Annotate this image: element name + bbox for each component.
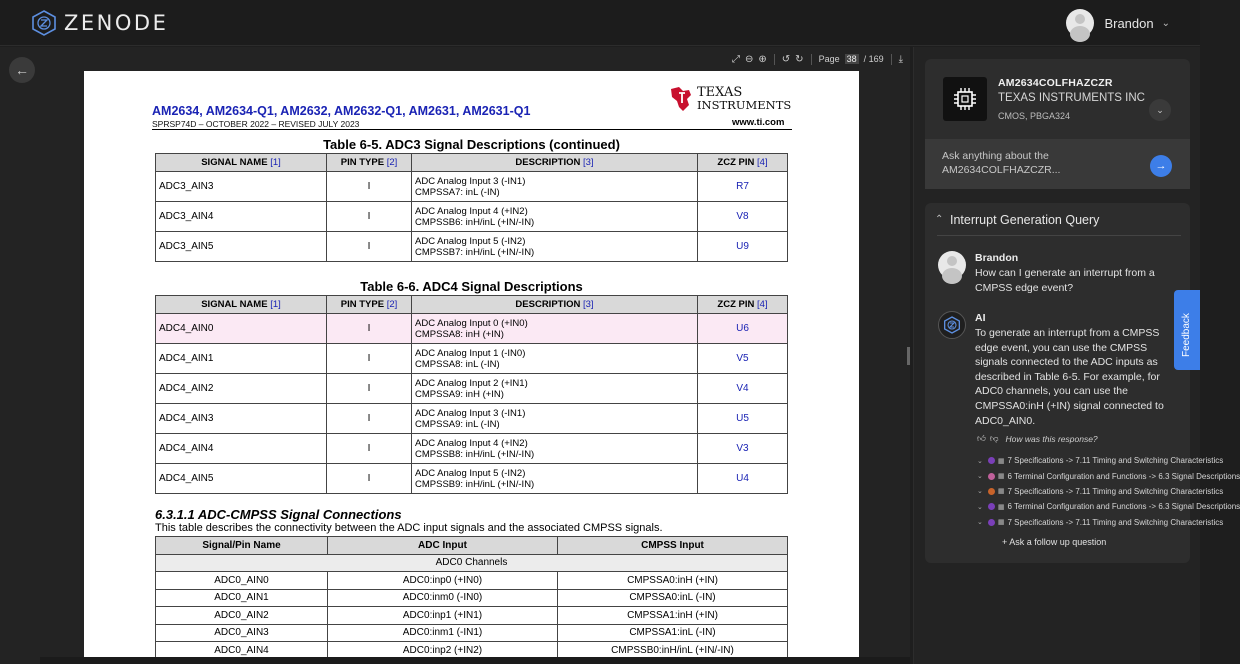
zenode-logo-icon [32, 10, 56, 36]
source-item[interactable] [977, 484, 1224, 499]
part-manufacturer: TEXAS INSTRUMENTS INC [998, 92, 1145, 104]
thumbs-down-icon[interactable]: 👎︎ [989, 433, 999, 443]
undo-icon[interactable]: ↺ [781, 53, 791, 65]
pin-type: I [327, 172, 412, 202]
column-header [156, 296, 327, 314]
back-button[interactable] [9, 57, 35, 83]
send-button[interactable] [1150, 155, 1172, 177]
download-icon[interactable]: ⤓ [898, 53, 904, 65]
document-icon: ▦ [997, 473, 1005, 481]
pin-type: I [327, 314, 412, 344]
table-row [156, 572, 788, 590]
description-line: ADC Analog Input 4 (+IN2) [415, 437, 528, 449]
pdf-toolbar [732, 51, 903, 67]
page-label: Page [818, 54, 840, 64]
signal-name: ADC3_AIN5 [156, 232, 327, 262]
page-number-input[interactable]: 38 [846, 54, 857, 64]
user-message: How can I generate an interrupt from a CMPSS edge event? [975, 267, 1155, 294]
column-header-label: PIN TYPE [340, 157, 385, 168]
pin-type: I [327, 434, 412, 464]
description-line: CMPSSB6: inH/inL (+IN/-IN) [415, 216, 535, 228]
ti-url: www.ti.com [732, 117, 785, 128]
column-header-label: SIGNAL NAME [201, 157, 268, 168]
top-bar [0, 0, 1200, 46]
user-avatar [1066, 9, 1094, 37]
description [412, 202, 698, 232]
source-item[interactable] [977, 499, 1240, 514]
source-item[interactable] [977, 453, 1224, 468]
source-color-dot [988, 519, 995, 526]
page-total: / 169 [863, 54, 884, 64]
cmpss-input: CMPSSB0:inH/inL (+IN/-IN) [558, 642, 788, 660]
signal-name: ADC4_AIN0 [156, 314, 327, 344]
column-header [156, 154, 327, 172]
ask-input[interactable]: Ask anything about the AM2634COLFHAZCZR... [942, 150, 1061, 176]
toolbar-divider [811, 54, 812, 65]
column-header-label: SIGNAL NAME [201, 299, 268, 310]
column-header: Signal/Pin Name [156, 537, 328, 555]
description-line: CMPSSB7: inH/inL (+IN/-IN) [415, 246, 535, 258]
part-package: CMOS, PBGA324 [998, 111, 1071, 121]
expand-icon[interactable]: ⤢ [732, 53, 740, 65]
cmpss-input: CMPSSA1:inL (-IN) [558, 624, 788, 642]
column-ref-link[interactable]: [4] [757, 157, 768, 168]
column-header [412, 296, 698, 314]
part-number: AM2634COLFHAZCZR [998, 77, 1113, 89]
user-avatar [938, 251, 966, 279]
feedback-prompt: How was this response? [1005, 433, 1098, 444]
table-row [156, 232, 788, 262]
signal-name: ADC4_AIN2 [156, 374, 327, 404]
signal-name: ADC0_AIN4 [156, 642, 328, 660]
ti-brand-name [697, 87, 791, 111]
cmpss-input: CMPSSA0:inH (+IN) [558, 572, 788, 590]
table-group-row [156, 554, 788, 572]
adc-input: ADC0:inm1 (-IN1) [328, 624, 558, 642]
source-item[interactable] [977, 515, 1224, 530]
adc-input: ADC0:inp0 (+IN0) [328, 572, 558, 590]
message-author: AI [975, 312, 986, 324]
chevron-down-icon: ⌄ [977, 457, 983, 465]
source-label: 7 Specifications -> 7.11 Timing and Switching Characteristics [1007, 517, 1224, 527]
description-line: CMPSSA9: inH (+IN) [415, 388, 504, 400]
source-label: 6 Terminal Configuration and Functions -> 6.3 Signal Descriptions [1007, 471, 1240, 481]
signal-name: ADC0_AIN3 [156, 624, 328, 642]
cmpss-input: CMPSSA1:inH (+IN) [558, 607, 788, 625]
description-line: CMPSSA8: inL (-IN) [415, 358, 500, 370]
signal-name: ADC0_AIN2 [156, 607, 328, 625]
toolbar-divider [774, 54, 775, 65]
table-row [156, 624, 788, 642]
signal-name: ADC4_AIN5 [156, 464, 327, 494]
adc-cmpss-connection-table [155, 536, 788, 660]
toolbar-divider [891, 54, 892, 65]
description [412, 314, 698, 344]
column-header [327, 154, 412, 172]
column-header [412, 154, 698, 172]
zcz-pin-link[interactable]: U5 [698, 404, 788, 434]
source-label: 7 Specifications -> 7.11 Timing and Switching Characteristics [1007, 486, 1224, 496]
zcz-pin-link[interactable]: U6 [698, 314, 788, 344]
description [412, 434, 698, 464]
zenode-logo-icon [944, 316, 960, 334]
adc-input: ADC0:inm0 (-IN0) [328, 589, 558, 607]
table-row [156, 172, 788, 202]
ti-brand-line-2: INSTRUMENTS [697, 98, 792, 112]
table-row [156, 404, 788, 434]
description-line: ADC Analog Input 4 (+IN2) [415, 205, 528, 217]
adc-input: ADC0:inp1 (+IN1) [328, 607, 558, 625]
column-header [698, 296, 788, 314]
cmpss-input: CMPSSA0:inL (-IN) [558, 589, 788, 607]
table-caption: Table 6-6. ADC4 Signal Descriptions [360, 279, 583, 294]
description-line: ADC Analog Input 3 (-IN1) [415, 407, 526, 419]
adc4-signal-table [155, 295, 788, 494]
description [412, 344, 698, 374]
section-heading: 6.3.1.1 ADC-CMPSS Signal Connections [155, 507, 402, 522]
table-row [156, 464, 788, 494]
column-ref-link[interactable]: [4] [757, 299, 768, 310]
app-name: ZENODE [64, 10, 169, 35]
user-name: Brandon [1104, 15, 1154, 31]
panel-resize-handle[interactable] [907, 347, 910, 365]
source-color-dot [988, 473, 995, 480]
signal-name: ADC0_AIN1 [156, 589, 328, 607]
horizontal-scrollbar[interactable] [40, 657, 910, 664]
column-ref-link[interactable]: [3] [583, 157, 594, 168]
document-icon: ▦ [997, 457, 1005, 465]
chat-thread [925, 203, 1240, 563]
description [412, 404, 698, 434]
group-label: ADC0 Channels [156, 554, 788, 572]
table-row [156, 607, 788, 625]
adc-input: ADC0:inp2 (+IN2) [328, 642, 558, 660]
column-header-label: PIN TYPE [340, 299, 385, 310]
section-text: This table describes the connectivity between the ADC input signals and the associated CMPSS signals. [155, 522, 663, 534]
user-menu[interactable] [1066, 9, 1170, 37]
pin-type: I [327, 232, 412, 262]
column-ref-link[interactable]: [1] [270, 157, 281, 168]
message-author: Brandon [975, 252, 1019, 264]
chevron-down-icon: ⌄ [977, 503, 983, 511]
description-line: ADC Analog Input 0 (+IN0) [415, 317, 528, 329]
description-line: ADC Analog Input 5 (-IN2) [415, 467, 526, 479]
pdf-viewer [0, 47, 910, 664]
adc3-signal-table [155, 153, 788, 262]
column-ref-link[interactable]: [2] [386, 299, 398, 310]
table-row-highlighted [156, 314, 788, 344]
description-line: ADC Analog Input 5 (-IN2) [415, 235, 526, 247]
chevron-down-icon: ⌄ [1156, 104, 1164, 115]
ask-box [925, 139, 1190, 189]
chat-title[interactable]: Interrupt Generation Query [950, 213, 1100, 227]
column-header-label: ZCZ PIN [717, 157, 755, 168]
pin-type: I [327, 374, 412, 404]
zoom-out-icon[interactable]: ⊖ [745, 53, 754, 65]
source-color-dot [988, 488, 995, 495]
column-header [698, 154, 788, 172]
chip-icon-svg [951, 85, 979, 113]
chevron-up-icon[interactable]: ⌃ [935, 214, 944, 225]
column-ref-link[interactable]: [1] [270, 299, 281, 310]
source-label: 6 Terminal Configuration and Functions -> 6.3 Signal Descriptions [1007, 502, 1240, 512]
chevron-down-icon: ⌄ [977, 488, 983, 496]
table-row [156, 434, 788, 464]
column-header: CMPSS Input [558, 537, 788, 555]
table-row [156, 202, 788, 232]
assistant-panel [913, 47, 1240, 664]
divider [937, 235, 1181, 236]
description [412, 464, 698, 494]
ai-avatar [938, 311, 966, 339]
source-color-dot [988, 457, 995, 464]
arrow-right-icon: → [1155, 160, 1167, 172]
header-rule [152, 129, 792, 130]
feedback-tab[interactable] [1174, 290, 1200, 370]
zcz-pin-link[interactable]: V8 [698, 202, 788, 232]
signal-name: ADC3_AIN4 [156, 202, 327, 232]
source-color-dot [988, 503, 995, 510]
description [412, 172, 698, 202]
zcz-pin-link[interactable]: U9 [698, 232, 788, 262]
doc-subheader: SPRSP74D – OCTOBER 2022 – REVISED JULY 2023 [152, 119, 360, 129]
zoom-in-icon[interactable]: ⊕ [758, 53, 767, 65]
redo-icon[interactable]: ↻ [795, 53, 804, 65]
feedback-tab-label: Feedback [1181, 313, 1192, 357]
description-line: ADC Analog Input 1 (-IN0) [415, 347, 526, 359]
pin-type: I [327, 344, 412, 374]
chevron-down-icon: ⌄ [977, 519, 983, 527]
follow-up-button[interactable]: + Ask a follow up question [1002, 537, 1107, 547]
description-line: ADC Analog Input 2 (+IN1) [415, 377, 528, 389]
description-line: CMPSSA8: inH (+IN) [415, 328, 504, 340]
description-line: CMPSSA7: inL (-IN) [415, 186, 500, 198]
signal-name: ADC4_AIN3 [156, 404, 327, 434]
pin-type: I [327, 404, 412, 434]
table-row [156, 374, 788, 404]
zcz-pin-link[interactable]: R7 [698, 172, 788, 202]
pin-type: I [327, 464, 412, 494]
zcz-pin-link[interactable]: V3 [698, 434, 788, 464]
description [412, 374, 698, 404]
ai-message: To generate an interrupt from a CMPSS edge event, you can use the CMPSS signals connected to the ADC inputs as described in Table 6-5. For example, for ADC0 channels, you can use the CMPSSA0:inH (+IN) signal connected to ADC0_AIN0. [975, 327, 1164, 427]
column-header-label: ZCZ PIN [717, 299, 755, 310]
document-icon: ▦ [997, 503, 1005, 511]
part-card [925, 59, 1190, 189]
column-header-label: DESCRIPTION [515, 299, 581, 310]
column-header-label: DESCRIPTION [515, 157, 581, 168]
part-expand-button[interactable] [1149, 99, 1171, 121]
chevron-down-icon: ⌄ [1161, 17, 1170, 29]
zenode-logo[interactable] [32, 10, 168, 36]
source-label: 7 Specifications -> 7.11 Timing and Switching Characteristics [1007, 456, 1224, 466]
chevron-down-icon: ⌄ [977, 473, 983, 481]
doc-header: AM2634, AM2634-Q1, AM2632, AM2632-Q1, AM2631, AM2631-Q1 [152, 104, 531, 118]
description-line: CMPSSB8: inH/inL (+IN/-IN) [415, 448, 535, 460]
column-ref-link[interactable]: [3] [583, 299, 594, 310]
zcz-pin-link[interactable]: U4 [698, 464, 788, 494]
thumbs-up-icon[interactable]: 👍︎ [977, 433, 986, 443]
chip-icon [943, 77, 987, 121]
description-line: ADC Analog Input 3 (-IN1) [415, 175, 526, 187]
document-icon: ▦ [997, 488, 1005, 496]
signal-name: ADC4_AIN4 [156, 434, 327, 464]
column-ref-link[interactable]: [2] [386, 157, 398, 168]
table-row [156, 344, 788, 374]
document-icon: ▦ [997, 519, 1005, 527]
column-header [327, 296, 412, 314]
source-list [977, 453, 1240, 530]
pin-type: I [327, 202, 412, 232]
table-row [156, 589, 788, 607]
signal-name: ADC0_AIN0 [156, 572, 328, 590]
pdf-page [84, 71, 859, 664]
signal-name: ADC4_AIN1 [156, 344, 327, 374]
arrow-left-icon: ← [15, 62, 29, 78]
ti-brand-line-1: TEXAS [697, 85, 743, 100]
zcz-pin-link[interactable]: V5 [698, 344, 788, 374]
signal-name: ADC3_AIN3 [156, 172, 327, 202]
column-header: ADC Input [328, 537, 558, 555]
source-item[interactable] [977, 468, 1240, 483]
description-line: CMPSSB9: inH/inL (+IN/-IN) [415, 478, 535, 490]
response-feedback [977, 433, 1098, 444]
description [412, 232, 698, 262]
description-line: CMPSSA9: inL (-IN) [415, 418, 500, 430]
zcz-pin-link[interactable]: V4 [698, 374, 788, 404]
table-caption: Table 6-5. ADC3 Signal Descriptions (continued) [323, 137, 620, 152]
